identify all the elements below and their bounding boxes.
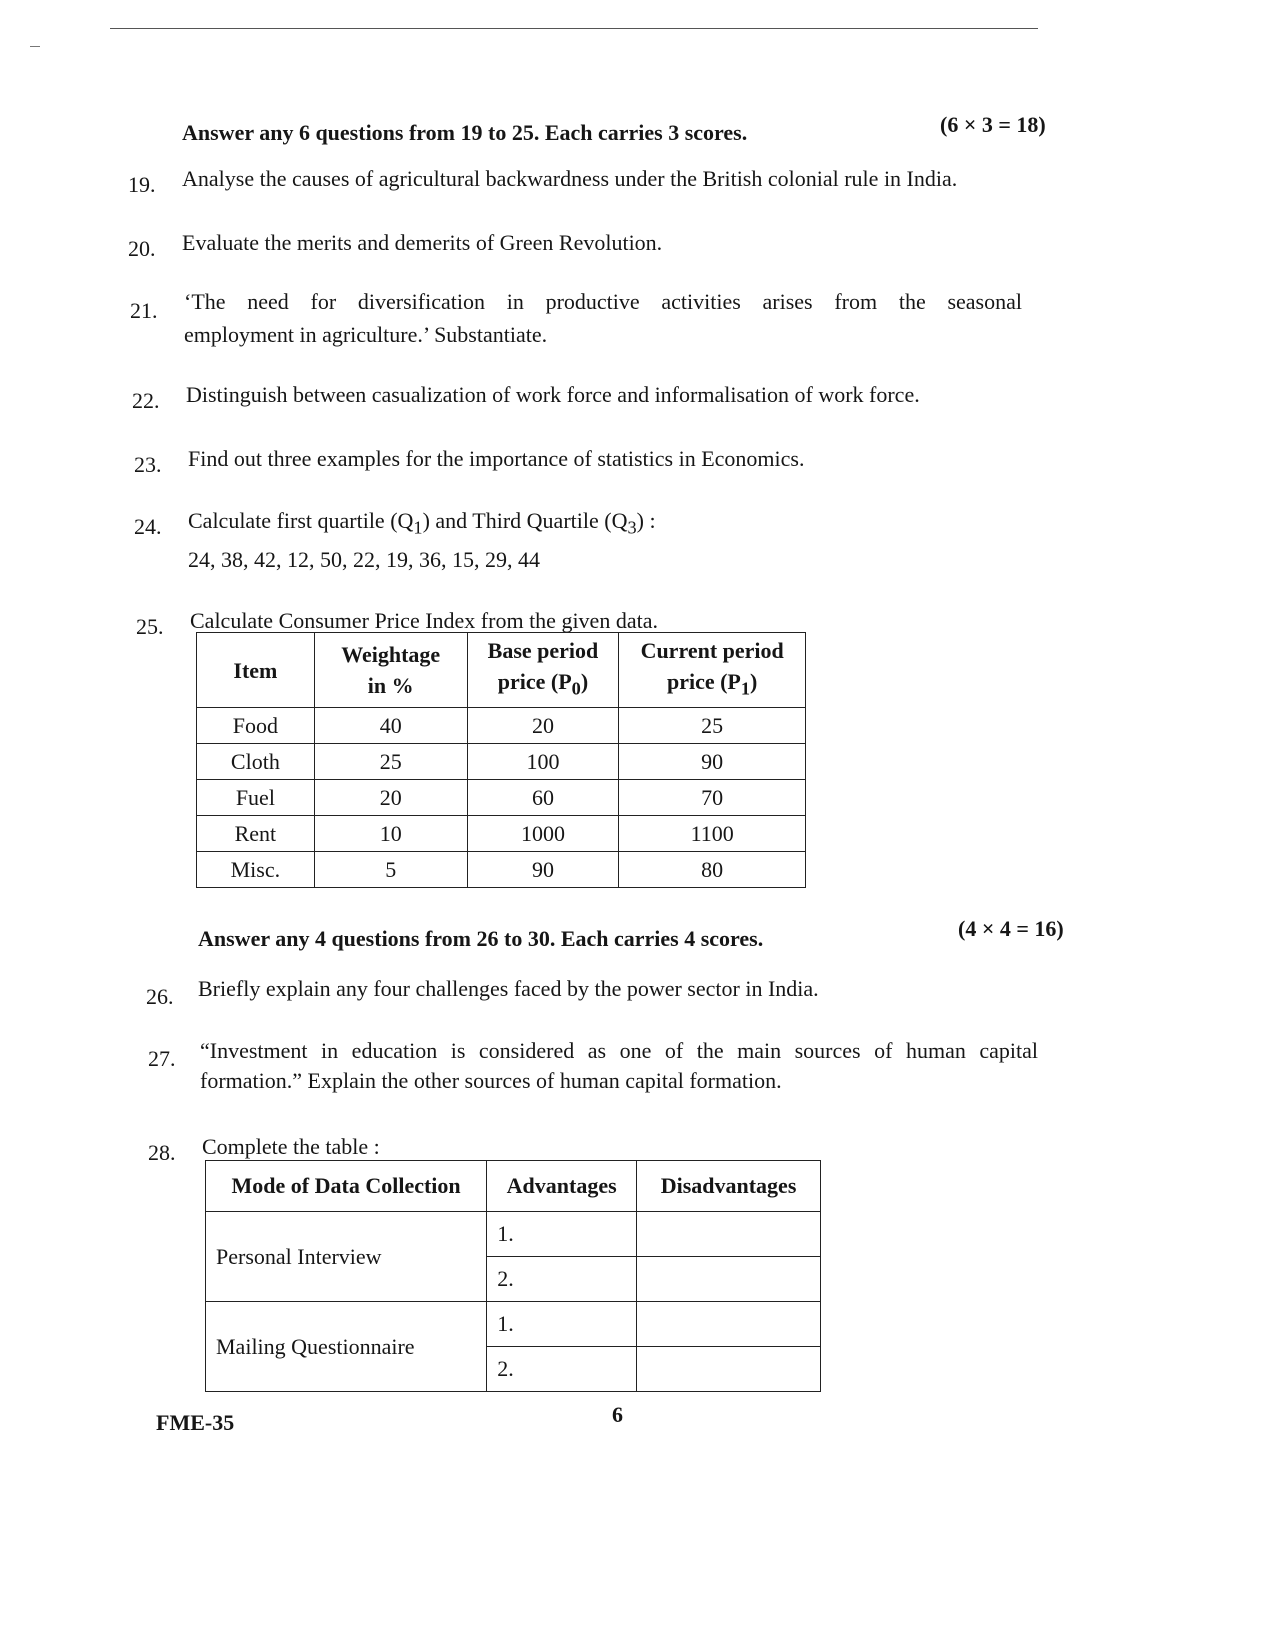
cell-base: 100 bbox=[467, 744, 619, 780]
q26-text: Briefly explain any four challenges faced by the power sector in India. bbox=[198, 976, 819, 1001]
cell-disadvantage-blank[interactable] bbox=[637, 1212, 821, 1257]
q27-line-1: “Investment in education is considered as one of the main sources of human capital bbox=[200, 1038, 1038, 1063]
header-item: Item bbox=[197, 633, 315, 708]
cell-advantage-number: 1. bbox=[487, 1212, 637, 1257]
q27-line-2: formation.” Explain the other sources of human capital formation. bbox=[200, 1068, 782, 1093]
q23-number: 23. bbox=[134, 452, 162, 477]
cell-current: 25 bbox=[619, 708, 806, 744]
cell-weight: 25 bbox=[314, 744, 467, 780]
cell-disadvantage-blank[interactable] bbox=[637, 1347, 821, 1392]
margin-mark bbox=[30, 46, 40, 47]
q24-data: 24, 38, 42, 12, 50, 22, 19, 36, 15, 29, 44 bbox=[188, 547, 540, 572]
cell-base: 1000 bbox=[467, 816, 619, 852]
top-rule bbox=[110, 28, 1038, 29]
q19-number: 19. bbox=[128, 172, 156, 197]
cell-disadvantage-blank[interactable] bbox=[637, 1257, 821, 1302]
section-2-instruction: Answer any 4 questions from 26 to 30. Each carries 4 scores. bbox=[198, 926, 764, 951]
table-row bbox=[197, 744, 806, 780]
q26-number: 26. bbox=[146, 984, 174, 1009]
header-advantages: Advantages bbox=[487, 1161, 637, 1212]
cell-weight: 20 bbox=[314, 780, 467, 816]
cell-item: Fuel bbox=[197, 780, 315, 816]
header-base-price: Base period price $(P_0)$ bbox=[467, 633, 619, 708]
cell-mode: Personal Interview bbox=[206, 1212, 487, 1302]
q28-number: 28. bbox=[148, 1140, 176, 1165]
cell-current: 80 bbox=[619, 852, 806, 888]
cell-base: 90 bbox=[467, 852, 619, 888]
q24-text: Calculate first quartile $(Q_1)$ and Third Quartile $(Q_3)$ : bbox=[188, 508, 656, 538]
section-2-score: (4 × 4 = 16) bbox=[958, 916, 1064, 941]
mode-table bbox=[205, 1160, 821, 1392]
table-row bbox=[206, 1212, 821, 1257]
mode-header-row bbox=[206, 1161, 821, 1212]
cell-mode: Mailing Questionnaire bbox=[206, 1302, 487, 1392]
cell-base: 20 bbox=[467, 708, 619, 744]
q21-line-1: ‘The need for diversification in productive activities arises from the seasonal bbox=[184, 289, 1022, 314]
header-weightage: Weightage in % bbox=[314, 633, 467, 708]
header-disadvantages: Disadvantages bbox=[637, 1161, 821, 1212]
cell-base: 60 bbox=[467, 780, 619, 816]
cell-current: 90 bbox=[619, 744, 806, 780]
cpi-header-row bbox=[197, 633, 806, 708]
q25-number: 25. bbox=[136, 614, 164, 639]
cell-item: Misc. bbox=[197, 852, 315, 888]
cpi-table bbox=[196, 632, 806, 888]
table-row bbox=[197, 852, 806, 888]
cell-advantage-number: 2. bbox=[487, 1257, 637, 1302]
q28-text: Complete the table : bbox=[202, 1134, 380, 1159]
q22-text: Distinguish between casualization of work force and informalisation of work force. bbox=[186, 382, 920, 407]
q24-number: 24. bbox=[134, 514, 162, 539]
q21-number: 21. bbox=[130, 298, 158, 323]
q23-text: Find out three examples for the importance of statistics in Economics. bbox=[188, 446, 805, 471]
cell-item: Cloth bbox=[197, 744, 315, 780]
cell-weight: 10 bbox=[314, 816, 467, 852]
table-row bbox=[197, 708, 806, 744]
cell-item: Food bbox=[197, 708, 315, 744]
header-current-price: Current period price $(P_1)$ bbox=[619, 633, 806, 708]
table-row bbox=[197, 816, 806, 852]
page-number: 6 bbox=[612, 1402, 623, 1427]
q27-number: 27. bbox=[148, 1046, 176, 1071]
table-row bbox=[197, 780, 806, 816]
q20-number: 20. bbox=[128, 236, 156, 261]
q19-text: Analyse the causes of agricultural backwardness under the British colonial rule in India. bbox=[182, 166, 958, 191]
cell-current: 1100 bbox=[619, 816, 806, 852]
cell-item: Rent bbox=[197, 816, 315, 852]
cell-advantage-number: 1. bbox=[487, 1302, 637, 1347]
q22-number: 22. bbox=[132, 388, 160, 413]
q20-text: Evaluate the merits and demerits of Green Revolution. bbox=[182, 230, 663, 255]
footer-paper-code: FME-35 bbox=[156, 1410, 235, 1435]
section-1-instruction: Answer any 6 questions from 19 to 25. Each carries 3 scores. bbox=[182, 120, 748, 145]
cell-weight: 5 bbox=[314, 852, 467, 888]
header-mode: Mode of Data Collection bbox=[206, 1161, 487, 1212]
cell-current: 70 bbox=[619, 780, 806, 816]
table-row bbox=[206, 1302, 821, 1347]
q25-text: Calculate Consumer Price Index from the given data. bbox=[190, 608, 658, 633]
cell-weight: 40 bbox=[314, 708, 467, 744]
section-1-score: (6 × 3 = 18) bbox=[940, 112, 1046, 137]
cell-advantage-number: 2. bbox=[487, 1347, 637, 1392]
q21-line-2: employment in agriculture.’ Substantiate. bbox=[184, 322, 548, 347]
cell-disadvantage-blank[interactable] bbox=[637, 1302, 821, 1347]
